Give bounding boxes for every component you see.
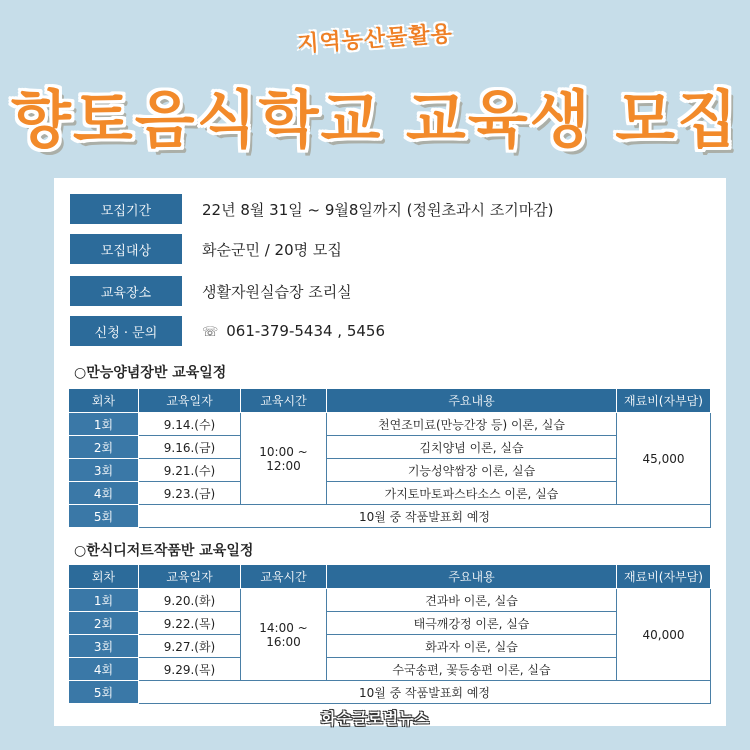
column-header: 주요내용: [327, 565, 617, 589]
session-content: 태극깨강정 이론, 실습: [327, 612, 617, 635]
info-value-wrap: [202, 322, 385, 340]
table-header-row: [69, 565, 711, 589]
table-row: [69, 505, 711, 528]
session-number: 5회: [69, 505, 139, 528]
column-header: 교육시간: [241, 389, 327, 413]
table-row: [69, 482, 711, 505]
page-title: 향토음식학교 교육생 모집: [11, 83, 739, 156]
session-date: 9.29.(목): [139, 658, 241, 681]
session-fee: 45,000: [617, 413, 711, 505]
schedule-table-2: [68, 564, 711, 704]
info-value: 화순군민 / 20명 모집: [202, 240, 342, 259]
info-row-contact: [70, 316, 385, 346]
table-row: [69, 459, 711, 482]
session-number: 4회: [69, 482, 139, 505]
session-number: 1회: [69, 413, 139, 436]
session-number: 3회: [69, 459, 139, 482]
session-date: 9.23.(금): [139, 482, 241, 505]
session-content: 수국송편, 꽃등송편 이론, 실습: [327, 658, 617, 681]
session-date: 9.21.(수): [139, 459, 241, 482]
column-header: 교육일자: [139, 565, 241, 589]
column-header: 회차: [69, 565, 139, 589]
info-label: 신청 · 문의: [70, 316, 182, 346]
subtitle: 지역농산물활용: [296, 21, 454, 58]
session-content: 화과자 이론, 실습: [327, 635, 617, 658]
session-content: 10월 중 작품발표회 예정: [139, 505, 711, 528]
phone-icon: ☏: [202, 325, 219, 340]
section-heading: ○한식디저트작품반 교육일정: [74, 543, 254, 559]
session-number: 2회: [69, 612, 139, 635]
session-number: 3회: [69, 635, 139, 658]
table-row: [69, 612, 711, 635]
column-header: 재료비(자부담): [617, 565, 711, 589]
session-date: 9.16.(금): [139, 436, 241, 459]
table-row: [69, 681, 711, 704]
session-number: 5회: [69, 681, 139, 704]
schedule-table-1: [68, 388, 711, 528]
session-content: 10월 중 작품발표회 예정: [139, 681, 711, 704]
info-value: 061-379-5434 , 5456: [226, 322, 386, 340]
info-row-period: [70, 194, 554, 224]
table-row: [69, 436, 711, 459]
info-value: 22년 8월 31일 ~ 9월8일까지 (정원초과시 조기마감): [202, 200, 554, 219]
session-date: 9.14.(수): [139, 413, 241, 436]
session-content: 가지토마토파스타소스 이론, 실습: [327, 482, 617, 505]
column-header: 재료비(자부담): [617, 389, 711, 413]
info-row-target: [70, 234, 342, 264]
session-time: 14:00 ~ 16:00: [241, 589, 327, 681]
session-content: 기능성약쌈장 이론, 실습: [327, 459, 617, 482]
column-header: 주요내용: [327, 389, 617, 413]
table-row: [69, 658, 711, 681]
column-header: 교육시간: [241, 565, 327, 589]
info-label: 모집기간: [70, 194, 182, 224]
table-row: [69, 589, 711, 612]
session-number: 4회: [69, 658, 139, 681]
session-number: 1회: [69, 589, 139, 612]
session-number: 2회: [69, 436, 139, 459]
watermark: 화순글로벌뉴스: [320, 709, 430, 728]
table-header-row: [69, 389, 711, 413]
section-heading: ○만능양념장반 교육일정: [74, 365, 227, 381]
session-content: 천연조미료(만능간장 등) 이론, 실습: [327, 413, 617, 436]
info-row-place: [70, 276, 352, 306]
session-content: 김치양념 이론, 실습: [327, 436, 617, 459]
session-date: 9.27.(화): [139, 635, 241, 658]
session-content: 견과바 이론, 실습: [327, 589, 617, 612]
content-card: [54, 178, 726, 726]
info-label: 모집대상: [70, 234, 182, 264]
column-header: 교육일자: [139, 389, 241, 413]
table-row: [69, 635, 711, 658]
column-header: 회차: [69, 389, 139, 413]
session-fee: 40,000: [617, 589, 711, 681]
info-value: 생활자원실습장 조리실: [202, 282, 352, 301]
session-time: 10:00 ~ 12:00: [241, 413, 327, 505]
info-label: 교육장소: [70, 276, 182, 306]
table-row: [69, 413, 711, 436]
session-date: 9.22.(목): [139, 612, 241, 635]
session-date: 9.20.(화): [139, 589, 241, 612]
